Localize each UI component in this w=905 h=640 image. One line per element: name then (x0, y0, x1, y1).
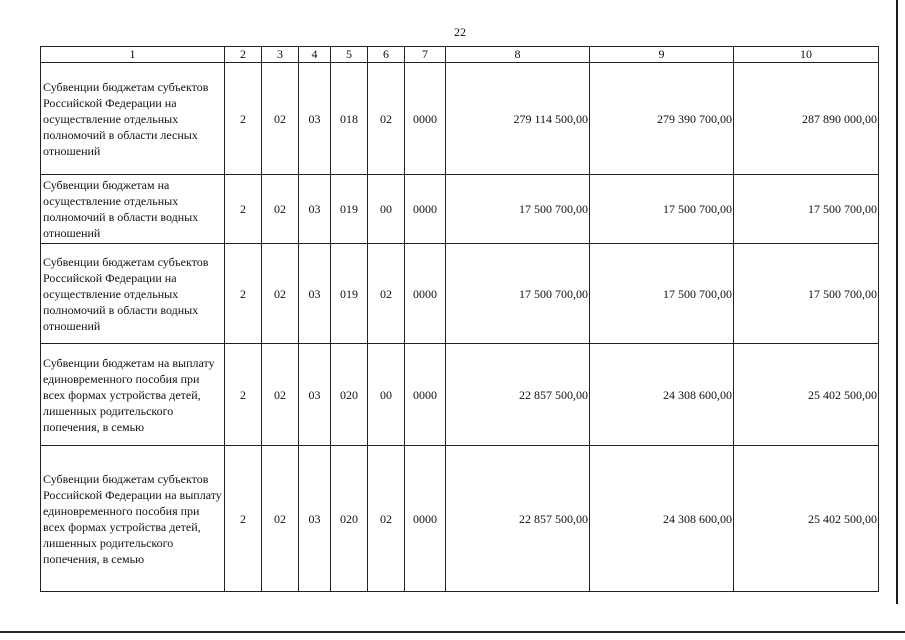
amount-col-8: 17 500 700,00 (446, 175, 590, 244)
table-header-row (41, 47, 879, 63)
amount-col-10: 17 500 700,00 (734, 244, 879, 344)
amount-col-8: 22 857 500,00 (446, 344, 590, 446)
cell-col-3: 02 (262, 244, 299, 344)
table-row (41, 175, 879, 244)
cell-col-3: 02 (262, 344, 299, 446)
page-number: 22 (454, 25, 466, 39)
column-header-6: 6 (368, 47, 405, 63)
cell-col-2: 2 (225, 63, 262, 175)
cell-col-5: 019 (331, 244, 368, 344)
row-description: Субвенции бюджетам субъектов Российской Федерации на осуществление отдельных полномочий в области лесных отношений (41, 63, 225, 175)
cell-col-3: 02 (262, 63, 299, 175)
scan-right-edge-line (896, 0, 898, 604)
column-header-10: 10 (734, 47, 879, 63)
cell-col-4: 03 (299, 446, 331, 592)
amount-col-9: 24 308 600,00 (590, 344, 734, 446)
cell-col-6: 00 (368, 344, 405, 446)
row-description: Субвенции бюджетам субъектов Российской Федерации на выплату единовременного пособия при всех формах устройства детей, лишенных родительского попечения, в семью (41, 446, 225, 592)
cell-col-5: 020 (331, 446, 368, 592)
scan-bottom-edge-line (0, 631, 905, 633)
column-header-8: 8 (446, 47, 590, 63)
row-description: Субвенции бюджетам на осуществление отдельных полномочий в области водных отношений (41, 175, 225, 244)
column-header-2: 2 (225, 47, 262, 63)
column-header-4: 4 (299, 47, 331, 63)
cell-col-4: 03 (299, 344, 331, 446)
amount-col-8: 22 857 500,00 (446, 446, 590, 592)
amount-col-9: 17 500 700,00 (590, 244, 734, 344)
cell-col-3: 02 (262, 175, 299, 244)
cell-col-7: 0000 (405, 63, 446, 175)
row-description: Субвенции бюджетам на выплату единовременного пособия при всех формах устройства детей, лишенных родительского попечения, в семью (41, 344, 225, 446)
column-header-7: 7 (405, 47, 446, 63)
table-row (41, 446, 879, 592)
table-row (41, 244, 879, 344)
amount-col-8: 17 500 700,00 (446, 244, 590, 344)
budget-table (40, 46, 879, 592)
amount-col-9: 17 500 700,00 (590, 175, 734, 244)
cell-col-2: 2 (225, 344, 262, 446)
cell-col-6: 02 (368, 446, 405, 592)
table-row (41, 344, 879, 446)
amount-col-10: 17 500 700,00 (734, 175, 879, 244)
cell-col-6: 02 (368, 63, 405, 175)
amount-col-10: 25 402 500,00 (734, 344, 879, 446)
cell-col-5: 020 (331, 344, 368, 446)
row-description: Субвенции бюджетам субъектов Российской Федерации на осуществление отдельных полномочий в области водных отношений (41, 244, 225, 344)
cell-col-2: 2 (225, 244, 262, 344)
column-header-9: 9 (590, 47, 734, 63)
cell-col-7: 0000 (405, 244, 446, 344)
cell-col-3: 02 (262, 446, 299, 592)
cell-col-5: 018 (331, 63, 368, 175)
cell-col-4: 03 (299, 244, 331, 344)
amount-col-8: 279 114 500,00 (446, 63, 590, 175)
column-header-3: 3 (262, 47, 299, 63)
cell-col-2: 2 (225, 446, 262, 592)
column-header-5: 5 (331, 47, 368, 63)
cell-col-7: 0000 (405, 446, 446, 592)
amount-col-9: 24 308 600,00 (590, 446, 734, 592)
cell-col-2: 2 (225, 175, 262, 244)
cell-col-7: 0000 (405, 175, 446, 244)
table-row (41, 63, 879, 175)
cell-col-6: 02 (368, 244, 405, 344)
column-header-1: 1 (41, 47, 225, 63)
amount-col-9: 279 390 700,00 (590, 63, 734, 175)
cell-col-7: 0000 (405, 344, 446, 446)
cell-col-6: 00 (368, 175, 405, 244)
amount-col-10: 25 402 500,00 (734, 446, 879, 592)
cell-col-4: 03 (299, 175, 331, 244)
cell-col-4: 03 (299, 63, 331, 175)
amount-col-10: 287 890 000,00 (734, 63, 879, 175)
cell-col-5: 019 (331, 175, 368, 244)
